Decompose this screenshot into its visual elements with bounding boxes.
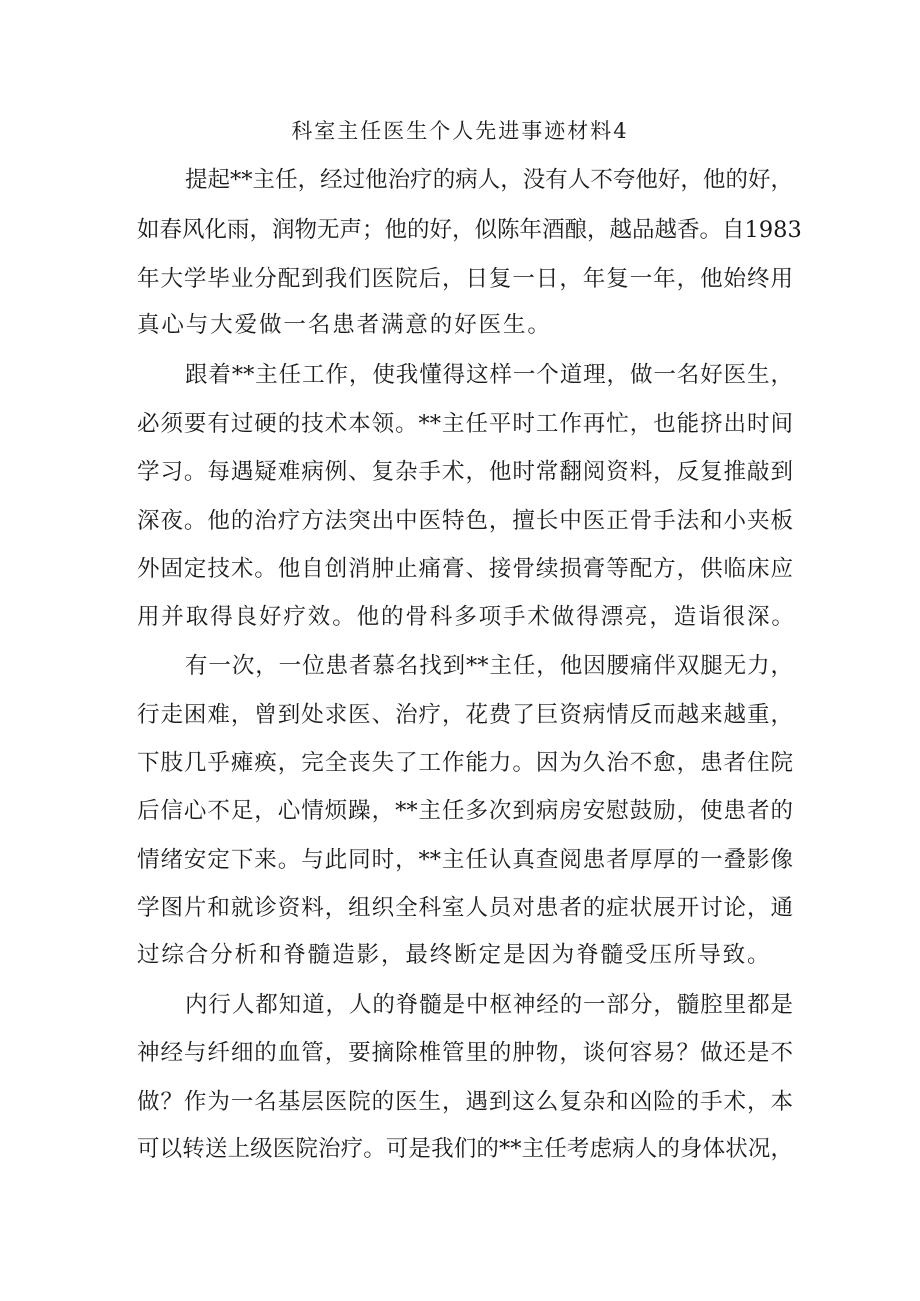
paragraph-line: 用并取得良好疗效。他的骨科多项手术做得漂亮，造诣很深。 <box>137 604 796 630</box>
paragraph-line: 情绪安定下来。与此同时，**主任认真查阅患者厚厚的一叠影像 <box>137 847 793 873</box>
paragraph-line: 神经与纤细的血管，要摘除椎管里的肿物，谈何容易？做还是不 <box>137 1040 793 1066</box>
paragraph-line: 学习。每遇疑难病例、复杂手术，他时常翻阅资料，反复推敲到 <box>137 459 793 485</box>
paragraph-line: 如春风化雨，润物无声；他的好，似陈年酒酿，越品越香。自1983 <box>137 217 802 243</box>
paragraph-line: 后信心不足，心情烦躁，**主任多次到病房安慰鼓励，使患者的 <box>137 798 793 824</box>
paragraph-line: 行走困难，曾到处求医、治疗，花费了巨资病情反而越来越重， <box>137 702 793 728</box>
paragraph-line: 提起**主任，经过他治疗的病人，没有人不夸他好，他的好， <box>185 167 793 193</box>
paragraph-line: 做？作为一名基层医院的医生，遇到这么复杂和凶险的手术，本 <box>137 1089 793 1115</box>
paragraph-line: 跟着**主任工作，使我懂得这样一个道理，做一名好医生， <box>185 362 793 388</box>
document-title: 科室主任医生个人先进事迹材料4 <box>291 119 629 143</box>
paragraph-line: 学图片和就诊资料，组织全科室人员对患者的症状展开讨论，通 <box>137 895 793 921</box>
paragraph-line: 下肢几乎瘫痪，完全丧失了工作能力。因为久治不愈，患者住院 <box>137 750 793 776</box>
paragraph-line: 深夜。他的治疗方法突出中医特色，擅长中医正骨手法和小夹板 <box>137 508 793 534</box>
paragraph-line: 年大学毕业分配到我们医院后，日复一日，年复一年，他始终用 <box>137 266 793 292</box>
paragraph-line: 可以转送上级医院治疗。可是我们的**主任考虑病人的身体状况， <box>137 1136 793 1162</box>
paragraph-line: 过综合分析和脊髓造影，最终断定是因为脊髓受压所导致。 <box>137 942 772 968</box>
paragraph-line: 真心与大爱做一名患者满意的好医生。 <box>137 312 552 338</box>
paragraph-line: 外固定技术。他自创消肿止痛膏、接骨续损膏等配方，供临床应 <box>137 556 793 582</box>
paragraph-line: 内行人都知道，人的脊髓是中枢神经的一部分，髓腔里都是 <box>185 992 793 1018</box>
paragraph-line: 必须要有过硬的技术本领。**主任平时工作再忙，也能挤出时间 <box>137 411 793 437</box>
paragraph-line: 有一次，一位患者慕名找到**主任，他因腰痛伴双腿无力， <box>185 653 793 679</box>
